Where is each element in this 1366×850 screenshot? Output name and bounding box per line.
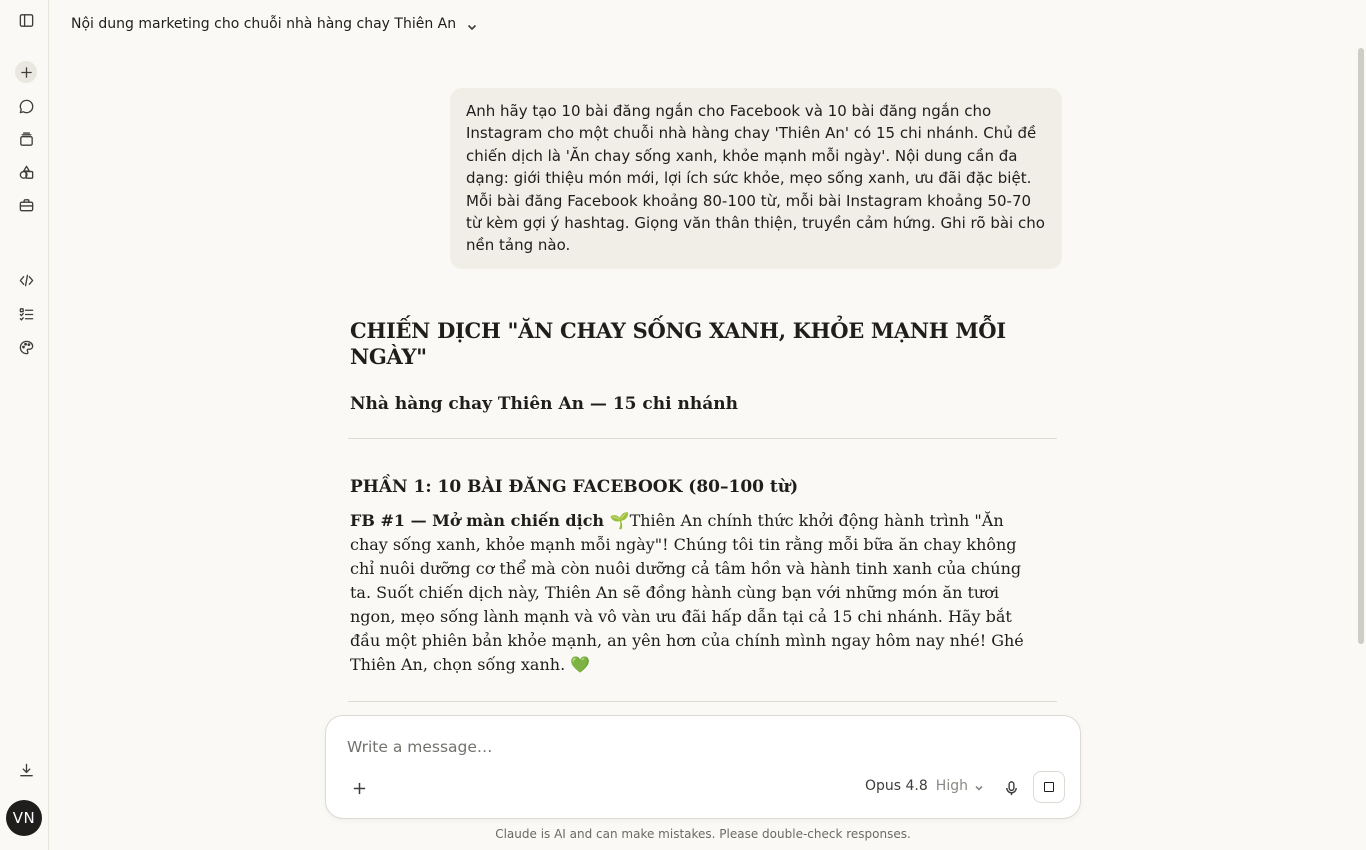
- artifacts-icon[interactable]: [13, 159, 39, 185]
- tasks-icon[interactable]: [13, 301, 39, 327]
- post-label: FB #1 — Mở màn chiến dịch 🌱: [350, 511, 630, 530]
- divider: [348, 701, 1057, 702]
- header: [49, 0, 1366, 48]
- user-message: Anh hãy tạo 10 bài đăng ngắn cho Facebook và 10 bài đăng ngắn cho Instagram cho một chuỗi nhà hàng chay 'Thiên An' có 15 chi nhánh. Chủ đề chiến dịch là 'Ăn chay sống xanh, khỏe mạnh mỗi ngày'. Nội dung cần đa dạng: giới thiệu món mới, lợi ích sức khỏe, mẹo sống xanh, ưu đãi đặc biệt. Mỗi bài đăng Facebook khoảng 80-100 từ, mỗi bài Instagram khoảng 50-70 từ kèm gợi ý hashtag. Giọng văn thân thiện, truyền cảm hứng. Ghi rõ bài cho nền tảng nào.: [450, 88, 1062, 269]
- conversation-title[interactable]: Nội dung marketing cho chuỗi nhà hàng chay Thiên An: [71, 16, 457, 32]
- post-body: Thiên An chính thức khởi động hành trình "Ăn chay sống xanh, khỏe mạnh mỗi ngày"! Chúng tôi tin rằng mỗi bữa ăn chay không chỉ nuôi dưỡng cơ thể mà còn nuôi dưỡng cả tâm hồn và hành tinh xanh của chúng ta. Suốt chiến dịch này, Thiên An sẽ đồng hành cùng bạn với những món ăn tươi ngon, mẹo sống lành mạnh và vô vàn ưu đãi hấp dẫn tại cả 15 chi nhánh. Hãy bắt đầu một phiên bản khỏe mạnh, an yên hơn của chính mình ngay hôm nay nhé! Ghé Thiên An, chọn sống xanh. 💚: [350, 511, 1024, 674]
- projects-icon[interactable]: [13, 126, 39, 152]
- avatar[interactable]: VN: [6, 800, 42, 836]
- model-selector[interactable]: [865, 778, 984, 794]
- plus-icon: [352, 781, 367, 796]
- chevron-down-icon: [974, 781, 984, 791]
- toolbox-icon[interactable]: [13, 192, 39, 218]
- response-title: CHIẾN DỊCH "ĂN CHAY SỐNG XANH, KHỎE MẠNH MỖI NGÀY": [350, 318, 1006, 369]
- effort-level: High: [935, 778, 968, 794]
- chevron-down-icon[interactable]: [466, 18, 478, 30]
- download-icon[interactable]: [13, 757, 39, 783]
- stop-icon: [1044, 782, 1054, 792]
- assistant-response: [350, 318, 1059, 752]
- sidebar-toggle-icon[interactable]: [13, 7, 39, 33]
- palette-icon[interactable]: [13, 334, 39, 360]
- message-composer: [325, 715, 1081, 819]
- sidebar: [0, 0, 49, 850]
- message-input[interactable]: [347, 738, 1047, 756]
- stop-button[interactable]: [1033, 771, 1065, 803]
- post-paragraph: [350, 509, 1030, 677]
- divider: [348, 438, 1057, 439]
- microphone-icon: [1003, 780, 1020, 797]
- new-chat-icon[interactable]: [15, 61, 37, 83]
- add-attachment-button[interactable]: [347, 776, 371, 800]
- section-heading: PHẦN 1: 10 BÀI ĐĂNG FACEBOOK (80–100 từ): [350, 477, 799, 497]
- model-name: Opus 4.8: [865, 778, 928, 794]
- chats-icon[interactable]: [13, 93, 39, 119]
- disclaimer: Claude is AI and can make mistakes. Please double-check responses.: [495, 827, 911, 841]
- code-icon[interactable]: [13, 267, 39, 293]
- scrollbar[interactable]: [1358, 48, 1364, 644]
- response-subtitle: Nhà hàng chay Thiên An — 15 chi nhánh: [350, 394, 738, 414]
- voice-input-button[interactable]: [999, 776, 1023, 800]
